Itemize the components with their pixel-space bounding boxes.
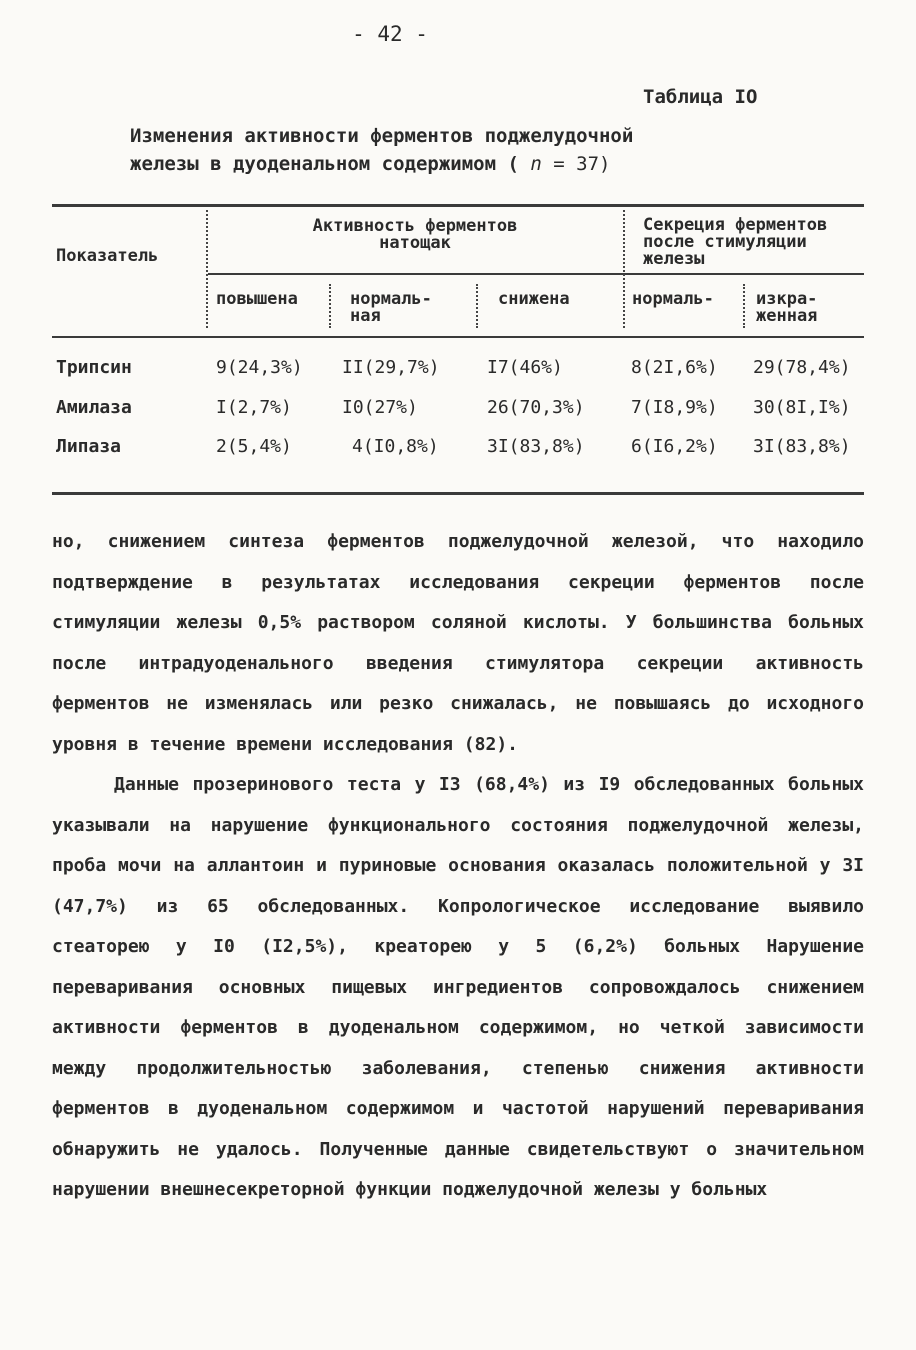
cell-sec-normal: 6(I6,2%) xyxy=(631,436,718,457)
cell-sec-normal: 7(I8,9%) xyxy=(631,397,718,418)
cell-increased: 2(5,4%) xyxy=(216,436,292,457)
cell-normal: 4(I0,8%) xyxy=(352,436,439,457)
cell-normal: I0(27%) xyxy=(342,397,418,418)
row-label: Липаза xyxy=(56,436,122,457)
header-col-sec-altered-line1: изкра- xyxy=(756,289,818,309)
header-group-secretion-line2: после стимуляции xyxy=(643,232,807,252)
cell-decreased: 3I(83,8%) xyxy=(487,436,585,457)
separator-dots xyxy=(743,284,745,328)
header-group-secretion-line1: Секреция ферментов xyxy=(643,215,828,235)
header-col-normal xyxy=(350,291,432,325)
header-indicator: Показатель xyxy=(56,246,159,266)
table-label: Таблица IO xyxy=(643,86,758,108)
header-group-fasting xyxy=(215,218,615,252)
cell-decreased: 26(70,3%) xyxy=(487,397,585,418)
header-col-decreased: снижена xyxy=(498,289,570,309)
cell-sec-altered: 3I(83,8%) xyxy=(753,436,851,457)
table-bottom-rule xyxy=(52,492,864,495)
cell-increased: 9(24,3%) xyxy=(216,357,303,378)
header-group-secretion xyxy=(643,217,827,268)
separator-dots xyxy=(206,210,208,328)
caption-line-2 xyxy=(130,150,633,178)
header-col-normal-line2: ная xyxy=(350,306,381,326)
row-label: Трипсин xyxy=(56,357,132,378)
header-col-increased: повышена xyxy=(216,289,298,309)
caption-n-value: = 37) xyxy=(553,153,611,175)
header-col-sec-normal: нормаль- xyxy=(632,289,714,309)
header-group-secretion-line3: железы xyxy=(643,249,705,269)
row-label: Амилаза xyxy=(56,397,132,418)
header-sub-rule xyxy=(208,273,864,275)
separator-dots xyxy=(623,210,625,328)
caption-n-symbol: n xyxy=(530,153,542,175)
cell-sec-altered: 30(8I,I%) xyxy=(753,397,851,418)
cell-normal: II(29,7%) xyxy=(342,357,440,378)
caption-line-2-text: железы в дуоденальном содержимом ( xyxy=(130,153,519,175)
page-number: - 42 - xyxy=(352,22,428,46)
cell-sec-altered: 29(78,4%) xyxy=(753,357,851,378)
table-top-rule xyxy=(52,204,864,207)
header-group-fasting-line2: натощак xyxy=(379,233,451,253)
header-bottom-rule xyxy=(52,336,864,338)
header-group-fasting-line1: Активность ферментов xyxy=(312,216,518,236)
table-caption xyxy=(130,122,633,178)
header-col-normal-line1: нормаль- xyxy=(350,289,432,309)
separator-dots xyxy=(476,284,478,328)
paragraph-1: но, снижением синтеза ферментов поджелудочной железой, что находило подтверждение в результатах исследования секреции ферментов после стимуляции железы 0,5% раствором соляной кислоты. У большинства больных после интрадуоденального введения стимулятора секреции активность ферментов не изменялась или резко снижалась, не повышаясь до исходного уровня в течение времени исследования (82). xyxy=(52,531,864,755)
header-col-sec-altered-line2: женная xyxy=(756,306,818,326)
cell-decreased: I7(46%) xyxy=(487,357,563,378)
cell-sec-normal: 8(2I,6%) xyxy=(631,357,718,378)
caption-line-1: Изменения активности ферментов поджелудочной xyxy=(130,125,634,147)
body-text xyxy=(52,522,864,1211)
cell-increased: I(2,7%) xyxy=(216,397,292,418)
separator-dots xyxy=(329,284,331,328)
header-col-sec-altered xyxy=(756,291,817,325)
paragraph-2: Данные прозеринового теста у I3 (68,4%) из I9 обследованных больных указывали на нарушение функционального состояния поджелудочной железы, проба мочи на аллантоин и пуриновые основания оказалась положительной у 3I (47,7%) из 65 обследованных. Копрологическое исследование выявило стеаторею у I0 (I2,5%), креаторею у 5 (6,2%) больных Нарушение переваривания основных пищевых ингредиентов сопровождалось снижением активности ферментов в дуоденальном содержимом, но четкой зависимости между продолжительностью заболевания, степенью снижения активности ферментов в дуоденальном содержимом и частотой нарушений переваривания обнаружить не удалось. Полученные данные свидетельствуют о значительном нарушении внешнесекреторной функции поджелудочной железы у больных xyxy=(52,774,864,1200)
